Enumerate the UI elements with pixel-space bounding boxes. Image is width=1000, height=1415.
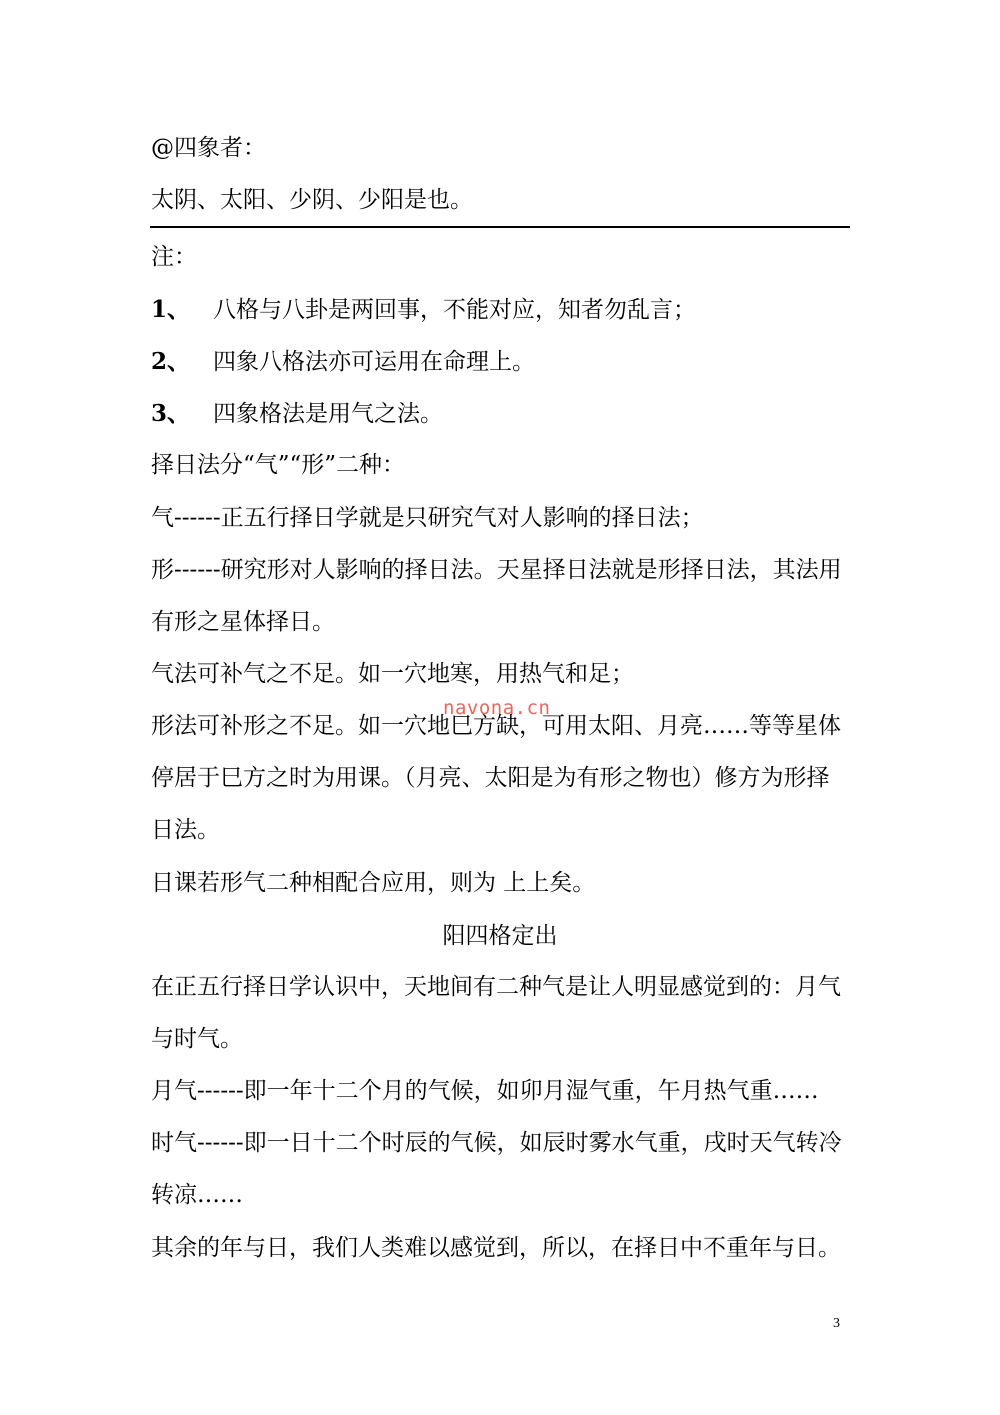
note-text: 八格与八卦是两回事，不能对应，知者勿乱言； [213, 297, 696, 323]
text-line: 与时气。 [151, 1026, 243, 1052]
text-line: 气法可补气之不足。如一穴地寒，用热气和足； [151, 661, 634, 687]
text-line: 日课若形气二种相配合应用，则为 上上矣。 [151, 870, 596, 896]
note-number: 3、 [151, 400, 191, 427]
watermark: navona.cn [443, 697, 551, 719]
text-line: 形法可补形之不足。如一穴地巳方缺，可用太阳、月亮……等等星体 [151, 713, 841, 739]
heading-sixiang: @四象者： [151, 135, 266, 161]
text-line: 其余的年与日，我们人类难以感觉到，所以，在择日中不重年与日。 [151, 1235, 841, 1261]
text-line: 太阴、太阳、少阴、少阳是也。 [151, 187, 473, 213]
note-number: 1、 [151, 296, 191, 323]
text-line: 日法。 [151, 817, 220, 843]
text-line: 时气------即一日十二个时辰的气候，如辰时雾水气重，戌时天气转冷 [151, 1130, 842, 1156]
note-item [151, 298, 696, 322]
note-item [151, 350, 535, 374]
note-text: 四象八格法亦可运用在命理上。 [213, 349, 535, 375]
section-title: 阳四格定出 [442, 923, 558, 949]
text-line: 形------研究形对人影响的择日法。天星择日法就是形择日法，其法用 [151, 557, 842, 583]
page-number: 3 [833, 1316, 840, 1331]
divider-rule [150, 226, 850, 228]
text-line: 择日法分“气”“形”二种： [151, 452, 406, 478]
text-line: 月气------即一年十二个月的气候，如卯月湿气重，午月热气重…… [151, 1078, 819, 1104]
text-line: 气------正五行择日学就是只研究气对人影响的择日法； [151, 505, 704, 531]
note-number: 2、 [151, 348, 191, 375]
text-line: 在正五行择日学认识中，天地间有二种气是让人明显感觉到的：月气 [151, 974, 841, 1000]
note-text: 四象格法是用气之法。 [213, 401, 443, 427]
text-line: 有形之星体择日。 [151, 609, 335, 635]
text-line: 转凉…… [151, 1182, 243, 1208]
note-heading: 注： [151, 244, 197, 270]
note-item [151, 402, 443, 426]
text-line: 停居于巳方之时为用课。（月亮、太阳是为有形之物也）修方为形择 [151, 765, 830, 791]
